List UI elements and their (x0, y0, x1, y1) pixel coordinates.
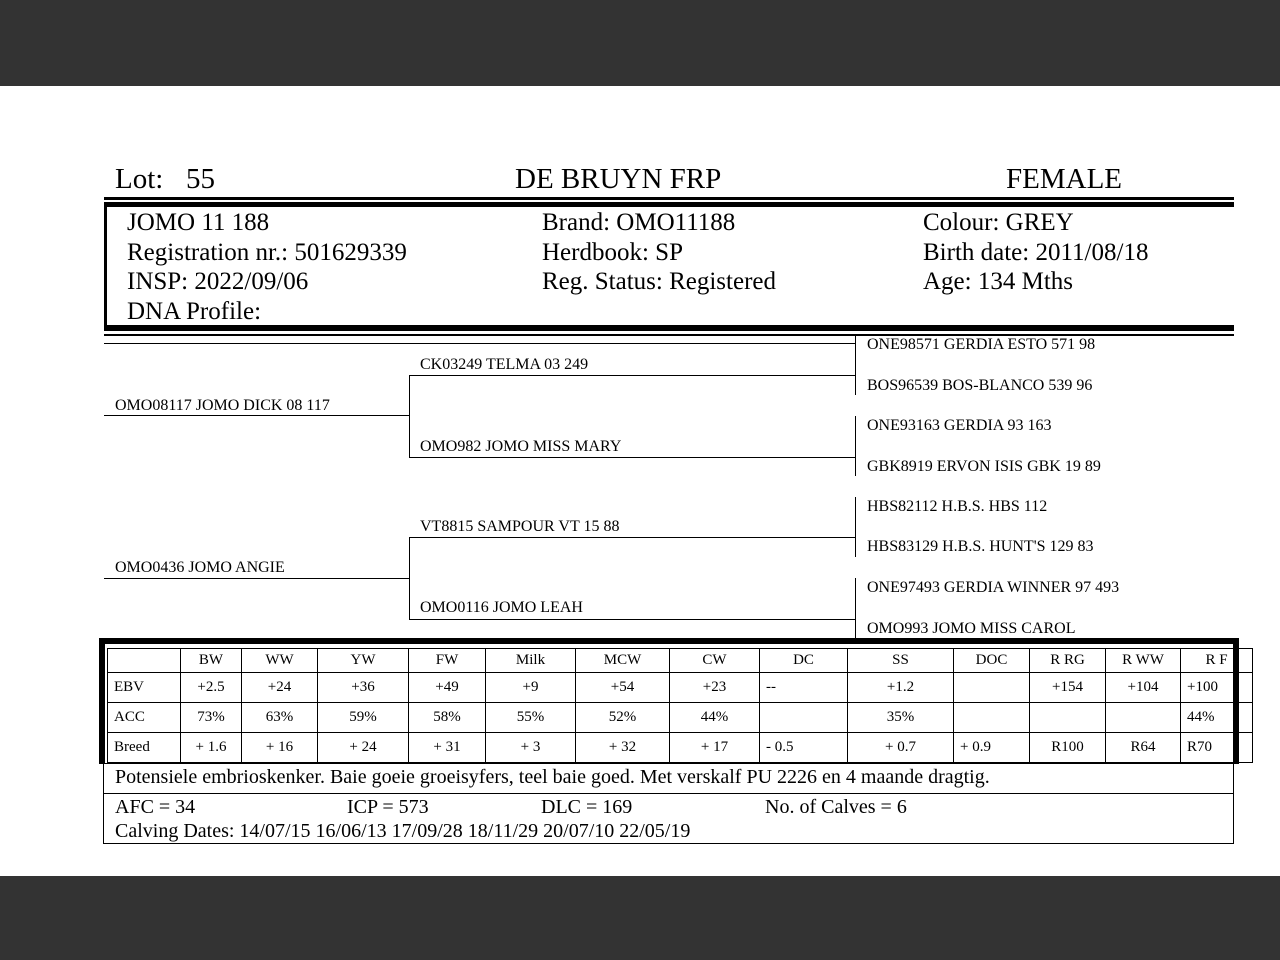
ebv-cell: + 32 (576, 733, 670, 763)
notes-divider (104, 793, 1233, 794)
ebv-cell: R70 (1181, 733, 1253, 763)
calving-dates: Calving Dates: 14/07/15 16/06/13 17/09/28 18/11/29 20/07/10 22/05/19 (115, 820, 691, 842)
dlc-value: DLC = 169 (541, 796, 633, 818)
ebv-row-label: ACC (108, 703, 181, 733)
sire-sire-name: CK03249 TELMA 03 249 (420, 356, 589, 373)
sire-line (104, 415, 409, 416)
ebv-cell: 44% (1181, 703, 1253, 733)
dam-name: OMO0436 JOMO ANGIE (115, 559, 285, 576)
ebv-row (108, 673, 1253, 703)
brand: Brand: OMO11188 (542, 209, 736, 236)
dam-dam-name: OMO0116 JOMO LEAH (420, 599, 583, 616)
dna-profile: DNA Profile: (127, 298, 262, 325)
great-grandparent-3: ONE93163 GERDIA 93 163 (867, 417, 1052, 434)
great-grandparent-1: ONE98571 GERDIA ESTO 571 98 (867, 336, 1096, 353)
sire-dam-line (409, 457, 856, 458)
ebv-cell: + 0.7 (848, 733, 954, 763)
ebv-cell: + 31 (409, 733, 486, 763)
ebv-cell: +49 (409, 673, 486, 703)
ebv-cell: +104 (1106, 673, 1181, 703)
info-left-border (104, 207, 107, 331)
dam-sire-line (409, 537, 856, 538)
ebv-cell: 44% (670, 703, 760, 733)
ebv-cell (954, 703, 1030, 733)
ebv-header-row (108, 649, 1253, 673)
ebv-frame-left (99, 638, 105, 764)
bottom-dark-band (0, 876, 1280, 960)
ebv-cell: + 3 (486, 733, 576, 763)
ebv-cell: -- (760, 673, 848, 703)
ebv-cell: +23 (670, 673, 760, 703)
ebv-table (107, 648, 1253, 763)
ebv-cell (954, 673, 1030, 703)
ebv-column-header: DOC (954, 649, 1030, 673)
ebv-cell: 59% (318, 703, 409, 733)
gg-bracket-1 (855, 336, 856, 395)
ebv-cell: R64 (1106, 733, 1181, 763)
sire-name: OMO08117 JOMO DICK 08 117 (115, 397, 330, 414)
icp-value: ICP = 573 (347, 796, 429, 818)
ebv-cell: + 16 (242, 733, 318, 763)
ebv-cell: +54 (576, 673, 670, 703)
comments: Potensiele embrioskenker. Baie goeie groeisyfers, teel baie goed. Met verskalf PU 2226 en 4 maande dragtig. (115, 766, 990, 788)
dam-dam-line (409, 619, 856, 620)
ebv-cell: 35% (848, 703, 954, 733)
dam-line (104, 578, 409, 579)
herdbook: Herdbook: SP (542, 239, 683, 266)
gg-bracket-4 (855, 578, 856, 640)
ebv-cell (1106, 703, 1181, 733)
header-rule-thin (104, 197, 1234, 200)
gg-bracket-2 (855, 416, 856, 476)
great-grandparent-6: HBS83129 H.B.S. HUNT'S 129 83 (867, 538, 1094, 555)
ebv-cell: - 0.5 (760, 733, 848, 763)
age: Age: 134 Mths (923, 268, 1073, 295)
ebv-column-header: MCW (576, 649, 670, 673)
ebv-cell: 55% (486, 703, 576, 733)
ebv-cell: +154 (1030, 673, 1106, 703)
registration-number: Registration nr.: 501629339 (127, 239, 407, 266)
ebv-corner-cell (108, 649, 181, 673)
animal-name: JOMO 11 188 (127, 209, 270, 236)
number-of-calves: No. of Calves = 6 (765, 796, 907, 818)
ebv-column-header: BW (181, 649, 242, 673)
ebv-cell: +36 (318, 673, 409, 703)
ebv-cell (1030, 703, 1106, 733)
header-rule-thick (104, 202, 1234, 207)
afc-value: AFC = 34 (115, 796, 196, 818)
ebv-row (108, 733, 1253, 763)
dam-bracket (409, 537, 410, 620)
ebv-cell: +1.2 (848, 673, 954, 703)
sire-sire-line (409, 375, 856, 376)
lot-label: Lot: (115, 163, 164, 195)
ebv-column-header: WW (242, 649, 318, 673)
ebv-cell (760, 703, 848, 733)
ebv-cell: +2.5 (181, 673, 242, 703)
ebv-column-header: R RG (1030, 649, 1106, 673)
gg-bracket-3 (855, 497, 856, 557)
sire-dam-name: OMO982 JOMO MISS MARY (420, 438, 622, 455)
ebv-cell: 58% (409, 703, 486, 733)
ebv-cell: + 17 (670, 733, 760, 763)
ebv-column-header: CW (670, 649, 760, 673)
top-dark-band (0, 0, 1280, 86)
ebv-cell: +9 (486, 673, 576, 703)
ebv-column-header: SS (848, 649, 954, 673)
ebv-cell: 52% (576, 703, 670, 733)
info-rule-thick (104, 325, 1234, 331)
ebv-cell: +24 (242, 673, 318, 703)
ebv-cell: 73% (181, 703, 242, 733)
great-grandparent-4: GBK8919 ERVON ISIS GBK 19 89 (867, 458, 1101, 475)
ebv-column-header: R F (1181, 649, 1253, 673)
ebv-column-header: YW (318, 649, 409, 673)
ebv-row (108, 703, 1253, 733)
ebv-column-header: FW (409, 649, 486, 673)
ebv-row-label: EBV (108, 673, 181, 703)
pedigree-top-line (104, 343, 856, 344)
ebv-row-label: Breed (108, 733, 181, 763)
ebv-frame-top (99, 638, 1239, 644)
ebv-cell: +100 (1181, 673, 1253, 703)
ebv-column-header: R WW (1106, 649, 1181, 673)
birth-date: Birth date: 2011/08/18 (923, 239, 1149, 266)
ebv-cell: + 0.9 (954, 733, 1030, 763)
great-grandparent-5: HBS82112 H.B.S. HBS 112 (867, 498, 1048, 515)
ebv-cell: + 1.6 (181, 733, 242, 763)
breeder-name: DE BRUYN FRP (515, 163, 722, 195)
ebv-cell: + 24 (318, 733, 409, 763)
great-grandparent-8: OMO993 JOMO MISS CAROL (867, 620, 1076, 637)
sex-label: FEMALE (1006, 163, 1122, 195)
registration-status: Reg. Status: Registered (542, 268, 776, 295)
ebv-column-header: DC (760, 649, 848, 673)
lot-number: 55 (186, 163, 215, 195)
colour: Colour: GREY (923, 209, 1074, 236)
ebv-cell: R100 (1030, 733, 1106, 763)
insp-date: INSP: 2022/09/06 (127, 268, 309, 295)
great-grandparent-2: BOS96539 BOS-BLANCO 539 96 (867, 377, 1093, 394)
ebv-column-header: Milk (486, 649, 576, 673)
ebv-cell: 63% (242, 703, 318, 733)
great-grandparent-7: ONE97493 GERDIA WINNER 97 493 (867, 579, 1120, 596)
sire-bracket (409, 375, 410, 458)
dam-sire-name: VT8815 SAMPOUR VT 15 88 (420, 518, 620, 535)
